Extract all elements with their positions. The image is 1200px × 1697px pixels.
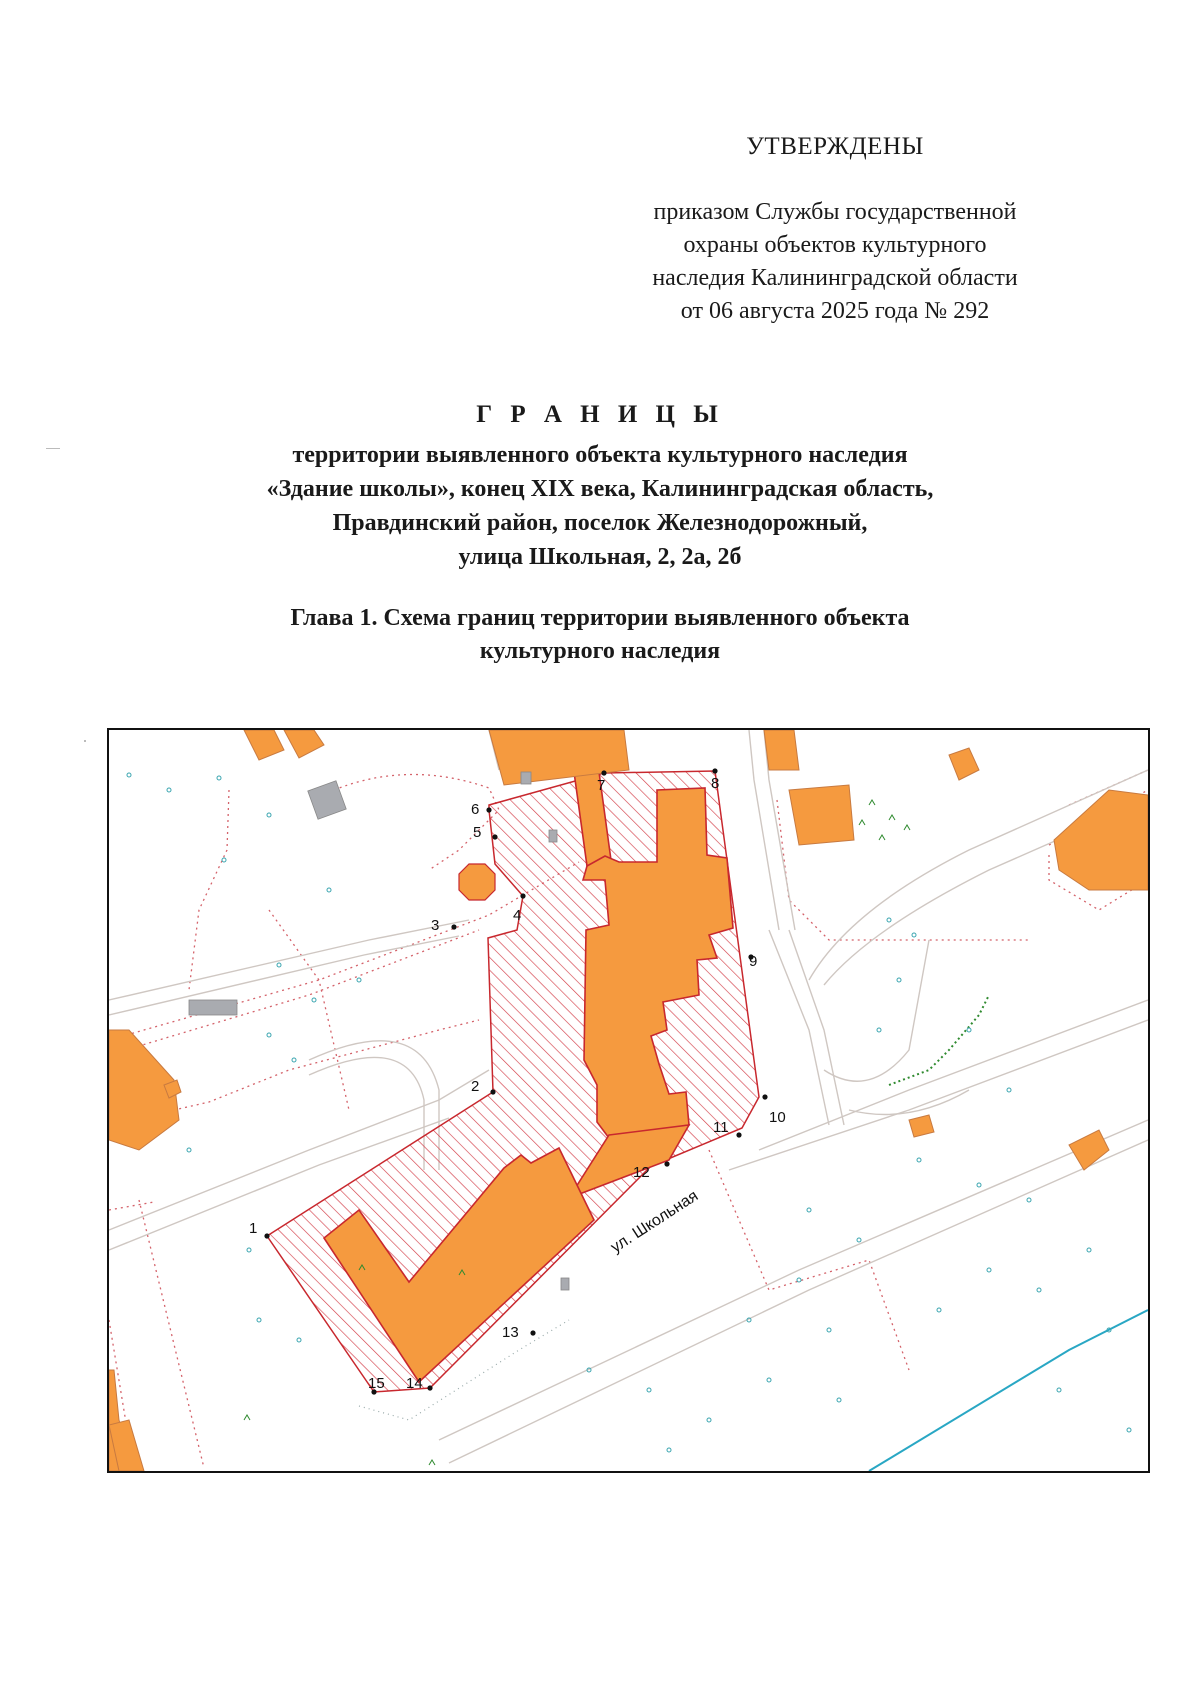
boundary-point-10: [762, 1094, 767, 1099]
subtitle-line: территории выявленного объекта культурного наследия: [292, 442, 908, 468]
boundary-scheme-map: [107, 728, 1150, 1473]
subtitle-line: Правдинский район, поселок Железнодорожный,: [332, 510, 868, 536]
map-svg: [109, 730, 1148, 1471]
scan-mark: [46, 448, 60, 449]
point-label-15: 15: [368, 1375, 385, 1392]
chapter-line: Глава 1. Схема границ территории выявленного объекта: [290, 605, 910, 631]
approval-line: наследия Калининградской области: [652, 265, 1018, 291]
boundary-point-2: [490, 1089, 495, 1094]
point-label-3: 3: [431, 917, 440, 934]
boundary-point-7: [601, 770, 606, 775]
approval-title: УТВЕРЖДЕНЫ: [746, 133, 924, 160]
boundary-point-1: [264, 1233, 269, 1238]
chapter-line: культурного наследия: [479, 638, 721, 664]
document-title: Г Р А Н И Ц Ы: [476, 401, 724, 428]
approval-line: от 06 августа 2025 года № 292: [680, 298, 990, 324]
point-label-9: 9: [749, 953, 758, 970]
scan-mark: [84, 740, 86, 742]
boundary-point-6: [486, 807, 491, 812]
chapter-heading: [100, 602, 1100, 668]
water-line: [869, 1310, 1148, 1471]
approval-details: [600, 196, 1070, 328]
point-label-4: 4: [513, 907, 522, 924]
point-label-13: 13: [502, 1324, 519, 1341]
point-label-2: 2: [471, 1078, 480, 1095]
street-label: ул. Школьная: [607, 1187, 702, 1257]
boundary-point-14: [427, 1385, 432, 1390]
point-label-14: 14: [406, 1375, 423, 1392]
point-label-10: 10: [769, 1109, 786, 1126]
document-subtitle: [100, 438, 1100, 574]
point-label-8: 8: [711, 775, 720, 792]
point-label-5: 5: [473, 824, 482, 841]
subtitle-line: «Здание школы», конец XIX века, Калининградская область,: [266, 476, 934, 502]
approval-line: приказом Службы государственной: [653, 199, 1017, 225]
boundary-point-3: [451, 924, 456, 929]
boundary-point-4: [520, 893, 525, 898]
grass-line: [889, 995, 989, 1085]
point-label-7: 7: [597, 777, 606, 794]
boundary-point-13: [530, 1330, 535, 1335]
boundary-point-12: [664, 1161, 669, 1166]
boundary-point-8: [712, 768, 717, 773]
octagon-structure: [459, 864, 495, 900]
approval-line: охраны объектов культурного: [683, 232, 987, 258]
boundary-point-5: [492, 834, 497, 839]
point-label-6: 6: [471, 801, 480, 818]
subtitle-line: улица Школьная, 2, 2а, 2б: [458, 544, 742, 570]
point-label-1: 1: [249, 1220, 258, 1237]
point-label-11: 11: [713, 1119, 729, 1136]
boundary-point-11: [736, 1132, 741, 1137]
point-label-12: 12: [633, 1164, 650, 1181]
